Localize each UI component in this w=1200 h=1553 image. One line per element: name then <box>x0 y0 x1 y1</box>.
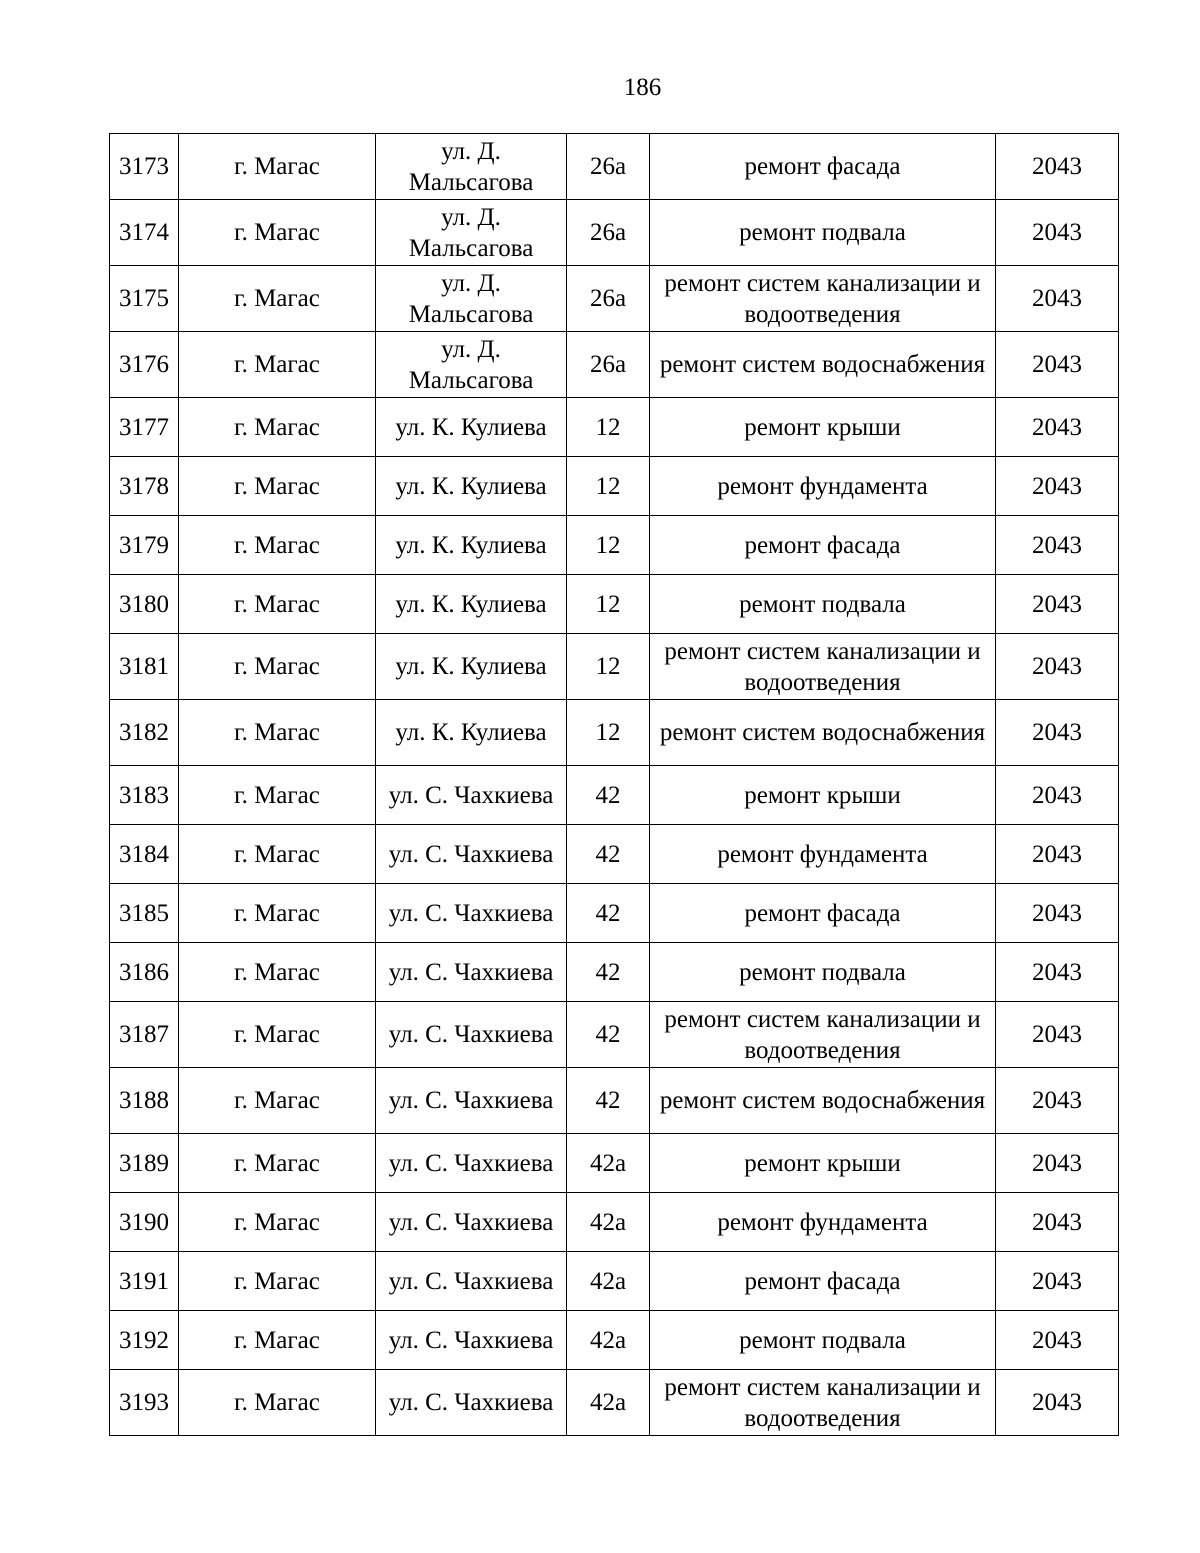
city-cell: г. Магас <box>179 1193 376 1252</box>
row-number-cell: 3186 <box>110 943 179 1002</box>
table-row <box>110 766 1119 825</box>
city-cell: г. Магас <box>179 1370 376 1436</box>
street-cell: ул. К. Кулиева <box>376 398 567 457</box>
street-cell: ул. С. Чахкиева <box>376 1002 567 1068</box>
row-number-cell: 3182 <box>110 700 179 766</box>
row-number-cell: 3185 <box>110 884 179 943</box>
house-cell: 26а <box>567 266 650 332</box>
year-cell: 2043 <box>996 332 1119 398</box>
street-cell: ул. С. Чахкиева <box>376 884 567 943</box>
street-cell: ул. С. Чахкиева <box>376 1370 567 1436</box>
house-cell: 12 <box>567 700 650 766</box>
work-type-cell: ремонт фасада <box>650 134 996 200</box>
year-cell: 2043 <box>996 1002 1119 1068</box>
table-row <box>110 1134 1119 1193</box>
street-cell: ул. К. Кулиева <box>376 516 567 575</box>
house-cell: 42а <box>567 1193 650 1252</box>
table-row <box>110 200 1119 266</box>
row-number-cell: 3183 <box>110 766 179 825</box>
year-cell: 2043 <box>996 1134 1119 1193</box>
row-number-cell: 3189 <box>110 1134 179 1193</box>
table-row <box>110 332 1119 398</box>
street-cell: ул. Д. Мальсагова <box>376 134 567 200</box>
table-row <box>110 134 1119 200</box>
city-cell: г. Магас <box>179 884 376 943</box>
street-cell: ул. С. Чахкиева <box>376 766 567 825</box>
year-cell: 2043 <box>996 457 1119 516</box>
work-type-cell: ремонт фасада <box>650 1252 996 1311</box>
row-number-cell: 3179 <box>110 516 179 575</box>
table-row <box>110 266 1119 332</box>
street-cell: ул. Д. Мальсагова <box>376 266 567 332</box>
house-cell: 42а <box>567 1311 650 1370</box>
year-cell: 2043 <box>996 700 1119 766</box>
row-number-cell: 3176 <box>110 332 179 398</box>
city-cell: г. Магас <box>179 634 376 700</box>
work-type-cell: ремонт систем канализации и водоотведения <box>650 1002 996 1068</box>
house-cell: 42 <box>567 943 650 1002</box>
city-cell: г. Магас <box>179 1068 376 1134</box>
house-cell: 42а <box>567 1134 650 1193</box>
house-cell: 42 <box>567 825 650 884</box>
house-cell: 42а <box>567 1370 650 1436</box>
city-cell: г. Магас <box>179 266 376 332</box>
table-row <box>110 457 1119 516</box>
year-cell: 2043 <box>996 266 1119 332</box>
work-type-cell: ремонт фасада <box>650 884 996 943</box>
row-number-cell: 3181 <box>110 634 179 700</box>
row-number-cell: 3174 <box>110 200 179 266</box>
house-cell: 12 <box>567 457 650 516</box>
year-cell: 2043 <box>996 943 1119 1002</box>
city-cell: г. Магас <box>179 200 376 266</box>
house-cell: 26а <box>567 332 650 398</box>
work-type-cell: ремонт систем канализации и водоотведения <box>650 1370 996 1436</box>
city-cell: г. Магас <box>179 134 376 200</box>
table-row <box>110 1068 1119 1134</box>
work-type-cell: ремонт фасада <box>650 516 996 575</box>
street-cell: ул. К. Кулиева <box>376 457 567 516</box>
house-cell: 42 <box>567 766 650 825</box>
table-row <box>110 1370 1119 1436</box>
city-cell: г. Магас <box>179 700 376 766</box>
year-cell: 2043 <box>996 1370 1119 1436</box>
row-number-cell: 3177 <box>110 398 179 457</box>
street-cell: ул. С. Чахкиева <box>376 1134 567 1193</box>
work-type-cell: ремонт подвала <box>650 1311 996 1370</box>
street-cell: ул. С. Чахкиева <box>376 1252 567 1311</box>
year-cell: 2043 <box>996 884 1119 943</box>
row-number-cell: 3191 <box>110 1252 179 1311</box>
house-cell: 42 <box>567 1002 650 1068</box>
table-row <box>110 700 1119 766</box>
house-cell: 26а <box>567 200 650 266</box>
row-number-cell: 3178 <box>110 457 179 516</box>
work-type-cell: ремонт фундамента <box>650 1193 996 1252</box>
street-cell: ул. К. Кулиева <box>376 575 567 634</box>
table-row <box>110 943 1119 1002</box>
row-number-cell: 3190 <box>110 1193 179 1252</box>
city-cell: г. Магас <box>179 1252 376 1311</box>
street-cell: ул. Д. Мальсагова <box>376 200 567 266</box>
street-cell: ул. С. Чахкиева <box>376 825 567 884</box>
row-number-cell: 3192 <box>110 1311 179 1370</box>
street-cell: ул. К. Кулиева <box>376 634 567 700</box>
city-cell: г. Магас <box>179 1002 376 1068</box>
city-cell: г. Магас <box>179 1311 376 1370</box>
year-cell: 2043 <box>996 1311 1119 1370</box>
year-cell: 2043 <box>996 516 1119 575</box>
work-type-cell: ремонт фундамента <box>650 825 996 884</box>
city-cell: г. Магас <box>179 398 376 457</box>
registry-table-body <box>110 134 1119 1436</box>
work-type-cell: ремонт подвала <box>650 200 996 266</box>
house-cell: 42 <box>567 884 650 943</box>
table-row <box>110 1311 1119 1370</box>
house-cell: 26а <box>567 134 650 200</box>
work-type-cell: ремонт крыши <box>650 398 996 457</box>
year-cell: 2043 <box>996 200 1119 266</box>
year-cell: 2043 <box>996 634 1119 700</box>
work-type-cell: ремонт фундамента <box>650 457 996 516</box>
work-type-cell: ремонт систем канализации и водоотведения <box>650 266 996 332</box>
table-row <box>110 516 1119 575</box>
house-cell: 42а <box>567 1252 650 1311</box>
table-row <box>110 1252 1119 1311</box>
row-number-cell: 3175 <box>110 266 179 332</box>
year-cell: 2043 <box>996 398 1119 457</box>
house-cell: 12 <box>567 398 650 457</box>
table-row <box>110 825 1119 884</box>
street-cell: ул. С. Чахкиева <box>376 1068 567 1134</box>
year-cell: 2043 <box>996 825 1119 884</box>
year-cell: 2043 <box>996 1193 1119 1252</box>
year-cell: 2043 <box>996 1068 1119 1134</box>
street-cell: ул. Д. Мальсагова <box>376 332 567 398</box>
city-cell: г. Магас <box>179 575 376 634</box>
city-cell: г. Магас <box>179 766 376 825</box>
year-cell: 2043 <box>996 766 1119 825</box>
city-cell: г. Магас <box>179 457 376 516</box>
row-number-cell: 3193 <box>110 1370 179 1436</box>
street-cell: ул. С. Чахкиева <box>376 1311 567 1370</box>
page-number: 186 <box>623 74 662 101</box>
row-number-cell: 3173 <box>110 134 179 200</box>
work-type-cell: ремонт крыши <box>650 766 996 825</box>
city-cell: г. Магас <box>179 332 376 398</box>
registry-table <box>109 133 1119 1436</box>
city-cell: г. Магас <box>179 1134 376 1193</box>
work-type-cell: ремонт систем водоснабжения <box>650 1068 996 1134</box>
row-number-cell: 3188 <box>110 1068 179 1134</box>
work-type-cell: ремонт крыши <box>650 1134 996 1193</box>
table-row <box>110 575 1119 634</box>
table-row <box>110 884 1119 943</box>
house-cell: 12 <box>567 516 650 575</box>
table-row <box>110 634 1119 700</box>
row-number-cell: 3187 <box>110 1002 179 1068</box>
work-type-cell: ремонт систем водоснабжения <box>650 700 996 766</box>
year-cell: 2043 <box>996 575 1119 634</box>
year-cell: 2043 <box>996 1252 1119 1311</box>
year-cell: 2043 <box>996 134 1119 200</box>
house-cell: 12 <box>567 575 650 634</box>
work-type-cell: ремонт систем канализации и водоотведения <box>650 634 996 700</box>
street-cell: ул. С. Чахкиева <box>376 1193 567 1252</box>
house-cell: 42 <box>567 1068 650 1134</box>
street-cell: ул. С. Чахкиева <box>376 943 567 1002</box>
table-row <box>110 398 1119 457</box>
work-type-cell: ремонт подвала <box>650 575 996 634</box>
city-cell: г. Магас <box>179 825 376 884</box>
row-number-cell: 3180 <box>110 575 179 634</box>
city-cell: г. Магас <box>179 516 376 575</box>
table-row <box>110 1002 1119 1068</box>
table-row <box>110 1193 1119 1252</box>
street-cell: ул. К. Кулиева <box>376 700 567 766</box>
work-type-cell: ремонт подвала <box>650 943 996 1002</box>
row-number-cell: 3184 <box>110 825 179 884</box>
house-cell: 12 <box>567 634 650 700</box>
city-cell: г. Магас <box>179 943 376 1002</box>
work-type-cell: ремонт систем водоснабжения <box>650 332 996 398</box>
